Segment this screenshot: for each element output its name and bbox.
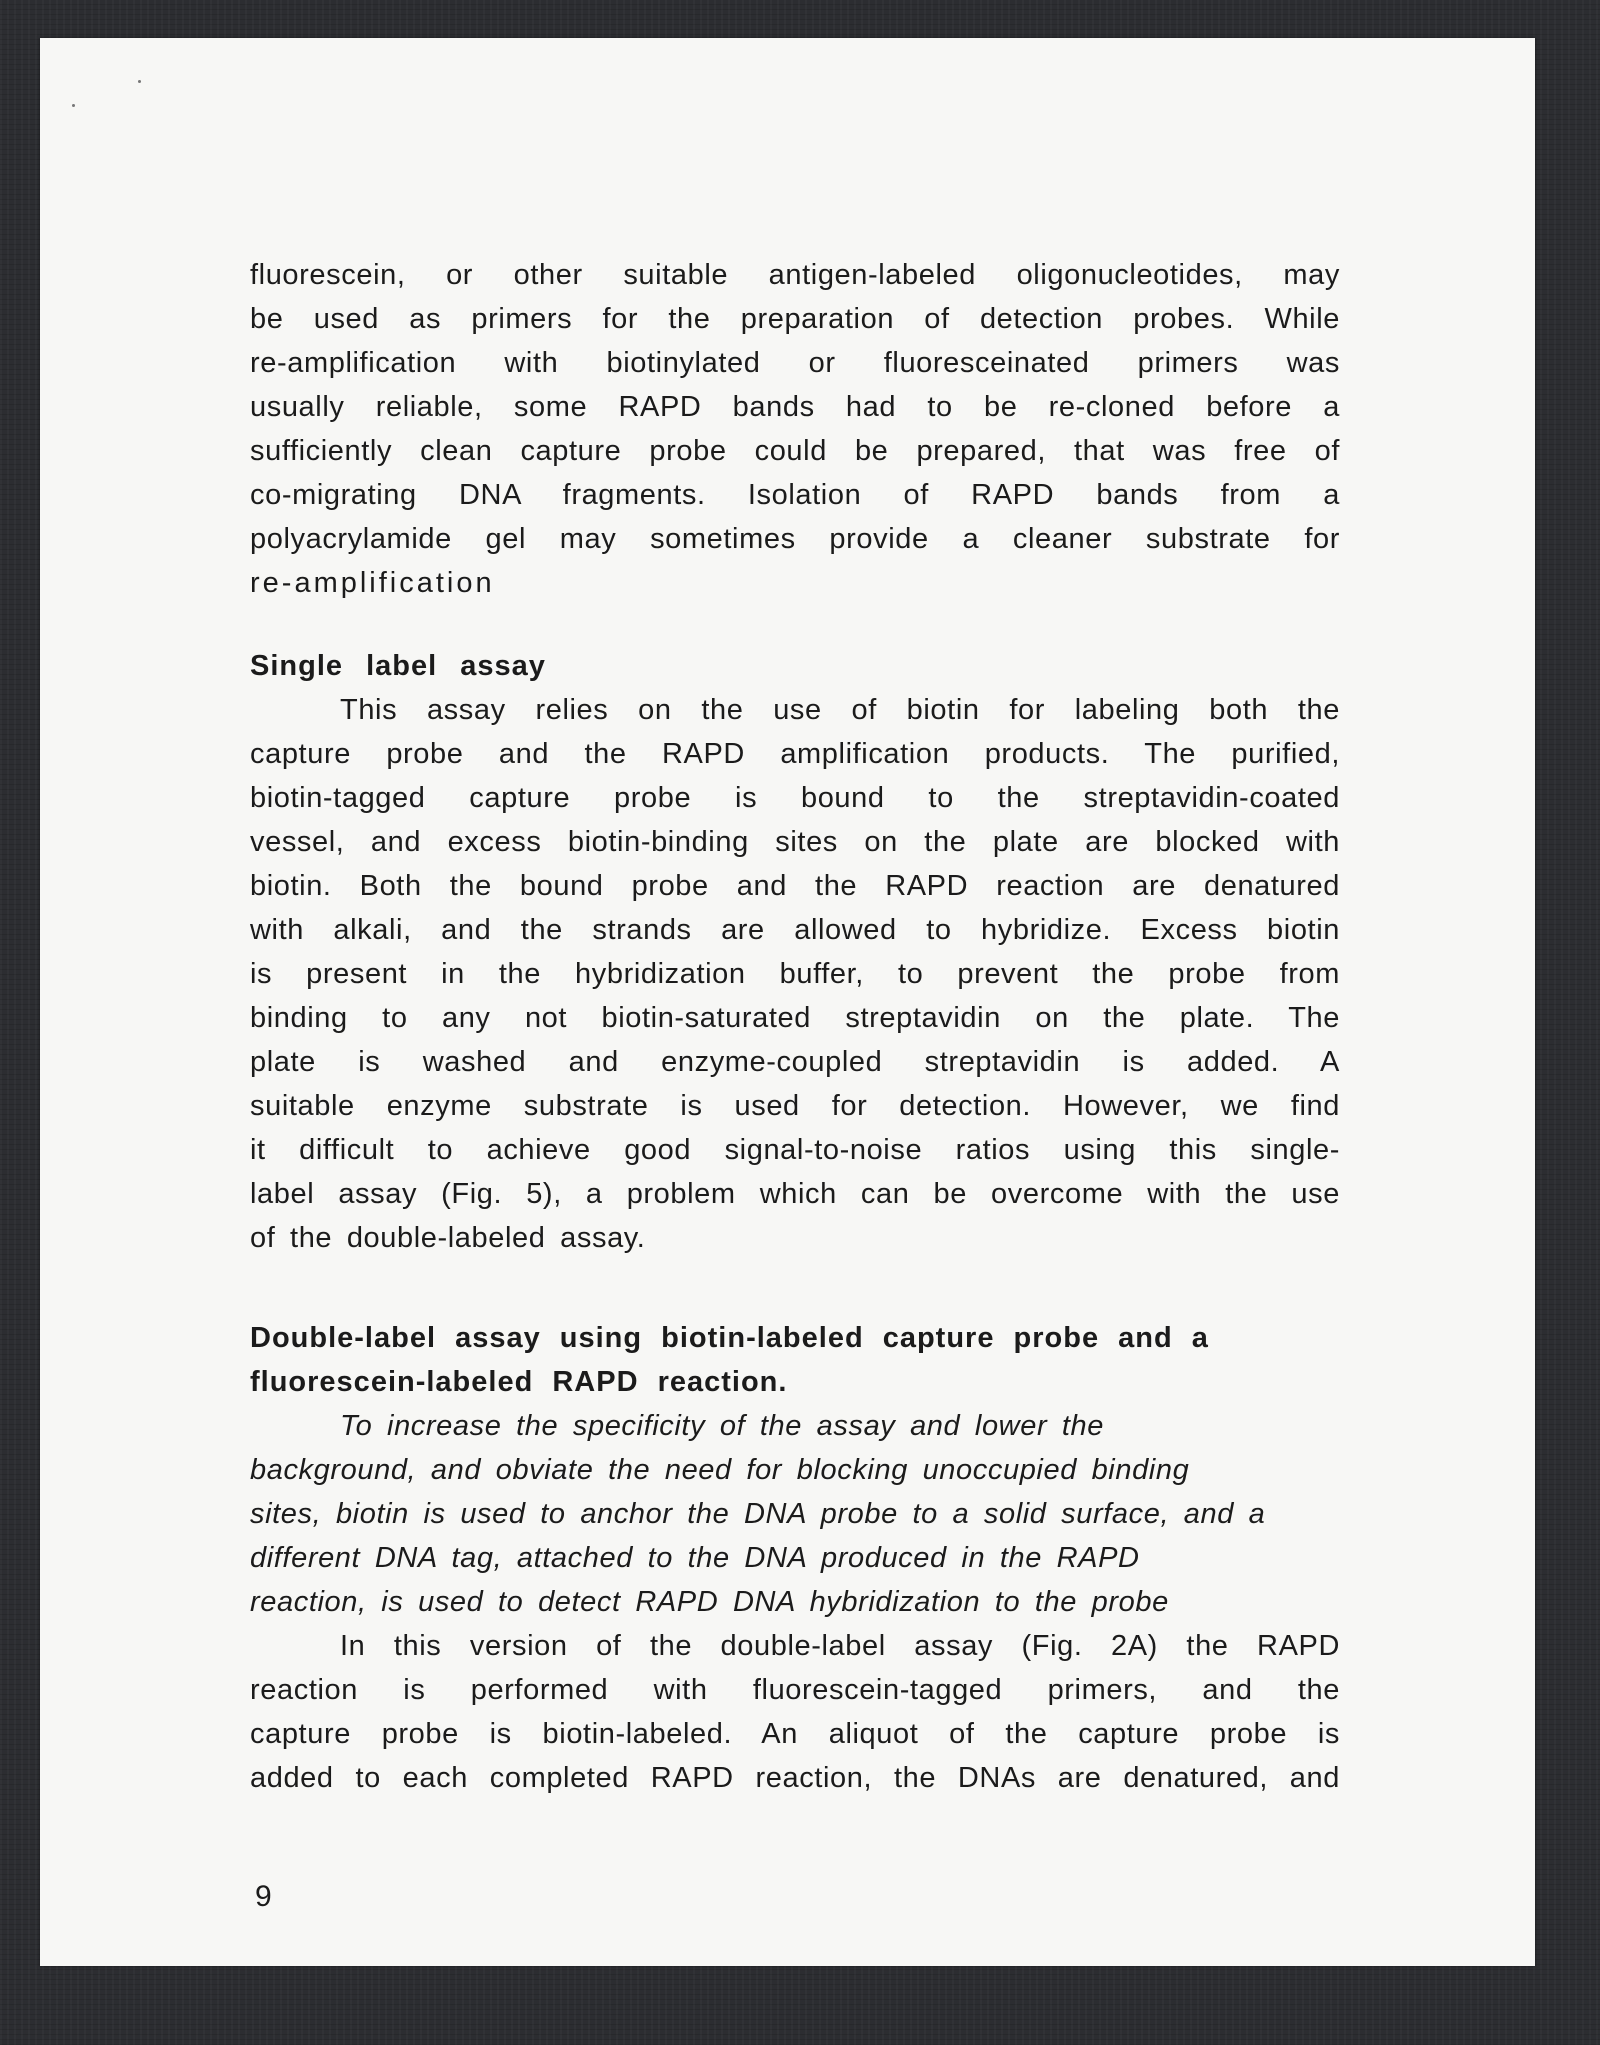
text-line: be used as primers for the preparation of detection probes. While	[250, 303, 1340, 335]
text-line: usually reliable, some RAPD bands had to be re-cloned before a	[250, 391, 1340, 423]
text-line: plate is washed and enzyme-coupled streptavidin is added. A	[250, 1046, 1340, 1078]
scan-speck	[72, 104, 75, 107]
text-line: fluorescein, or other suitable antigen-labeled oligonucleotides, may	[250, 259, 1340, 291]
text-line: sufficiently clean capture probe could be prepared, that was free of	[250, 435, 1340, 467]
text-line: reaction, is used to detect RAPD DNA hybridization to the probe	[250, 1586, 1169, 1618]
text-line: To increase the specificity of the assay and lower the	[340, 1410, 1104, 1442]
scan-speck	[138, 80, 141, 83]
text-line: added to each completed RAPD reaction, the DNAs are denatured, and	[250, 1762, 1340, 1794]
text-line: sites, biotin is used to anchor the DNA probe to a solid surface, and a	[250, 1498, 1266, 1530]
text-line: of the double-labeled assay.	[250, 1222, 646, 1254]
double-label-heading	[250, 1316, 1340, 1404]
text-line: suitable enzyme substrate is used for detection. However, we find	[250, 1090, 1340, 1122]
text-line: biotin. Both the bound probe and the RAPD reaction are denatured	[250, 870, 1340, 902]
section-heading: Double-label assay using biotin-labeled capture probe and a	[250, 1322, 1209, 1354]
text-line: re-amplification	[250, 567, 495, 599]
section-heading: fluorescein-labeled RAPD reaction.	[250, 1366, 788, 1398]
text-line: re-amplification with biotinylated or fluoresceinated primers was	[250, 347, 1340, 379]
text-line: vessel, and excess biotin-binding sites on the plate are blocked with	[250, 826, 1340, 858]
text-line: is present in the hybridization buffer, to prevent the probe from	[250, 958, 1340, 990]
text-line: it difficult to achieve good signal-to-noise ratios using this single-	[250, 1134, 1340, 1166]
text-line: different DNA tag, attached to the DNA produced in the RAPD	[250, 1542, 1140, 1574]
text-line: In this version of the double-label assay (Fig. 2A) the RAPD	[340, 1630, 1340, 1662]
intro-paragraph	[250, 253, 1340, 605]
section-heading: Single label assay	[250, 650, 546, 682]
text-line: capture probe is biotin-labeled. An aliquot of the capture probe is	[250, 1718, 1340, 1750]
page-number: 9	[255, 1880, 272, 1913]
text-line: binding to any not biotin-saturated streptavidin on the plate. The	[250, 1002, 1340, 1034]
text-line: reaction is performed with fluorescein-tagged primers, and the	[250, 1674, 1340, 1706]
single-label-paragraph	[250, 688, 1340, 1260]
text-line: with alkali, and the strands are allowed to hybridize. Excess biotin	[250, 914, 1340, 946]
text-line: capture probe and the RAPD amplification products. The purified,	[250, 738, 1340, 770]
text-line: biotin-tagged capture probe is bound to the streptavidin-coated	[250, 782, 1340, 814]
single-label-heading	[250, 644, 1340, 688]
text-line: polyacrylamide gel may sometimes provide a cleaner substrate for	[250, 523, 1340, 555]
double-label-italic-paragraph	[250, 1404, 1340, 1624]
text-line: label assay (Fig. 5), a problem which can be overcome with the use	[250, 1178, 1340, 1210]
text-line: background, and obviate the need for blocking unoccupied binding	[250, 1454, 1190, 1486]
text-line: This assay relies on the use of biotin for labeling both the	[340, 694, 1340, 726]
text-line: co-migrating DNA fragments. Isolation of RAPD bands from a	[250, 479, 1340, 511]
double-label-paragraph	[250, 1624, 1340, 1800]
